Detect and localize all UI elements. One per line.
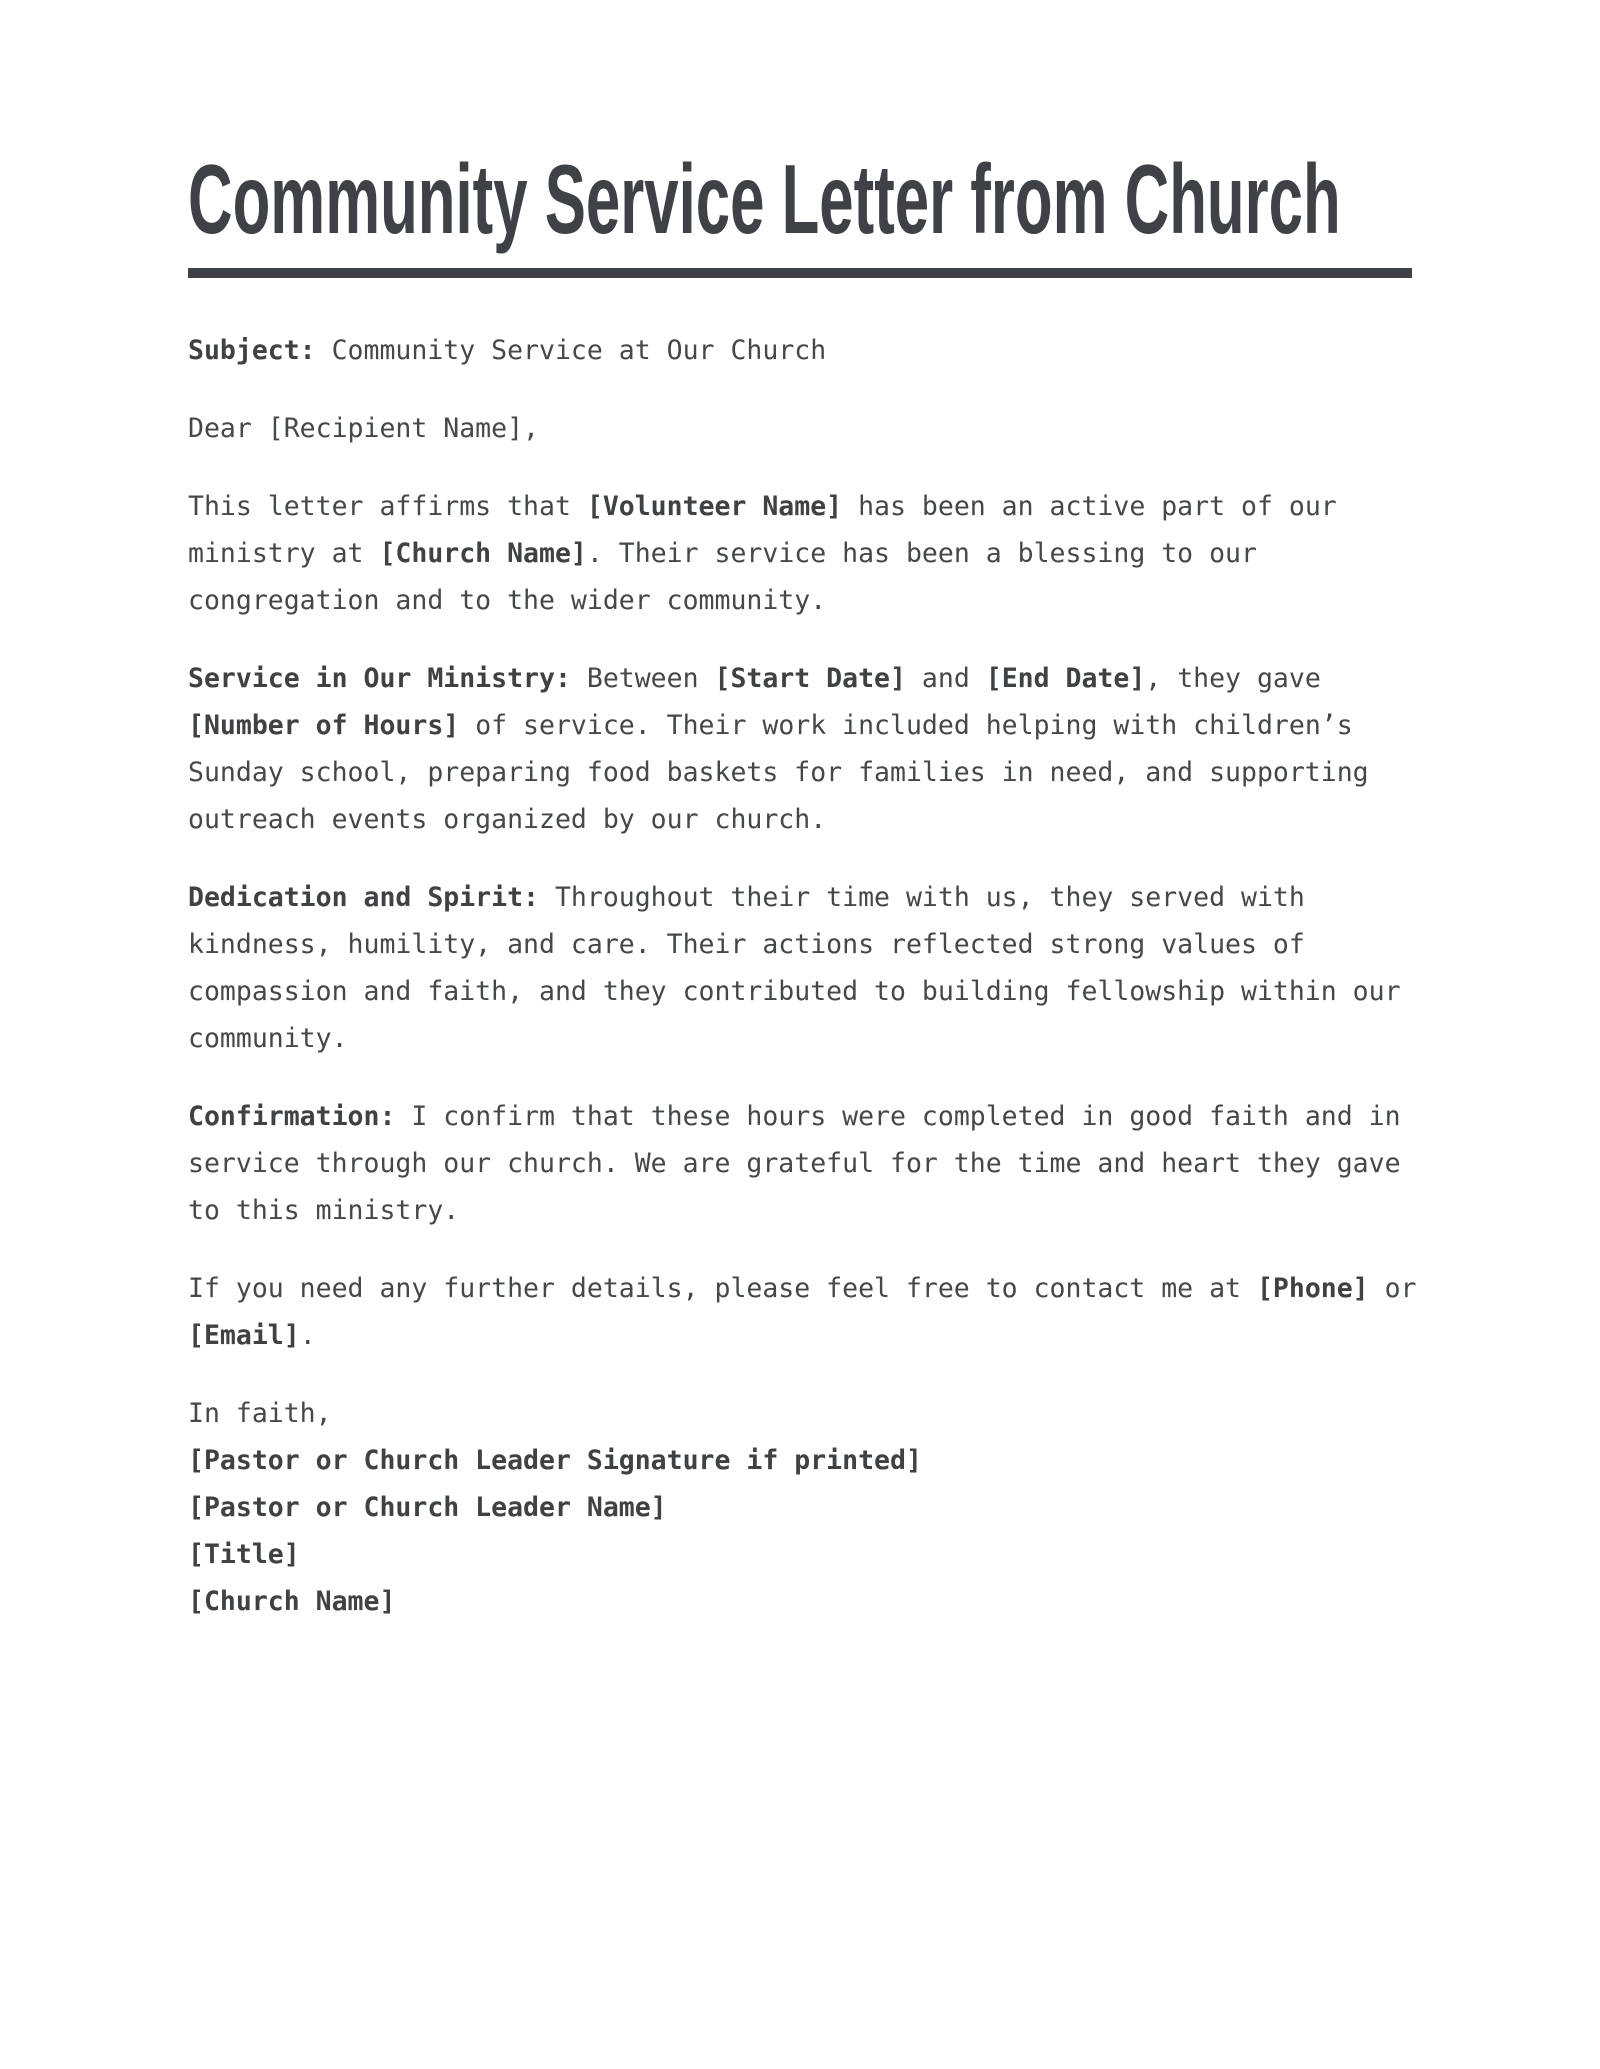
text-run: compassion and faith, and they contributed to building fellowship within our	[188, 976, 1401, 1007]
text-run: Dear [Recipient Name],	[188, 413, 539, 444]
placeholder: [Email]	[188, 1320, 300, 1351]
paragraph	[188, 483, 1412, 624]
text-line	[188, 1312, 1412, 1359]
text-run: outreach events organized by our church.	[188, 804, 827, 835]
section-heading: Subject:	[188, 335, 316, 366]
placeholder: [Pastor or Church Leader Name]	[188, 1492, 667, 1523]
text-run: In faith,	[188, 1398, 332, 1429]
text-run: and	[905, 663, 986, 694]
text-run: If you need any further details, please feel free to contact me at	[188, 1273, 1257, 1304]
text-run: has been an active part of our	[842, 491, 1337, 522]
text-line	[188, 968, 1412, 1015]
text-line	[188, 405, 1412, 452]
text-run: . Their service has been a blessing to our	[586, 538, 1257, 569]
text-run: Sunday school, preparing food baskets for families in need, and supporting	[188, 757, 1369, 788]
paragraph	[188, 1093, 1412, 1234]
placeholder: [Phone]	[1256, 1273, 1369, 1304]
placeholder: [Number of Hours]	[188, 710, 460, 741]
text-line	[188, 1390, 1412, 1437]
placeholder: [Pastor or Church Leader Signature if printed]	[188, 1445, 922, 1476]
text-run: Throughout their time with us, they served with	[539, 882, 1305, 913]
text-line	[188, 1484, 1412, 1531]
text-line	[188, 1140, 1412, 1187]
text-run: Between	[570, 663, 715, 694]
paragraph	[188, 405, 1412, 452]
text-line	[188, 1265, 1417, 1312]
text-run: of service. Their work included helping with children’s	[459, 710, 1353, 741]
text-run: to this ministry.	[188, 1195, 460, 1226]
text-line	[188, 874, 1412, 921]
placeholder: [Volunteer Name]	[586, 491, 843, 522]
text-line	[188, 1437, 1412, 1484]
text-run: I confirm that these hours were completed in good faith and in	[395, 1101, 1401, 1132]
text-line	[188, 327, 1412, 374]
placeholder: [End Date]	[985, 663, 1146, 694]
letter-body	[188, 327, 1417, 1625]
text-line	[188, 1187, 1412, 1234]
text-run: Community Service at Our Church	[315, 335, 827, 366]
text-run: , they gave	[1145, 663, 1321, 694]
text-line	[188, 1015, 1412, 1062]
text-run: congregation and to the wider community.	[188, 585, 827, 616]
text-line	[188, 1093, 1412, 1140]
paragraph	[188, 327, 1412, 374]
text-line	[188, 749, 1412, 796]
text-line	[188, 1531, 1412, 1578]
paragraph	[188, 874, 1412, 1062]
placeholder: [Church Name]	[188, 1586, 396, 1617]
page-title: Community Service Letter from Church	[188, 144, 1341, 254]
section-heading: Service in Our Ministry:	[188, 663, 571, 694]
text-line	[188, 702, 1412, 749]
section-heading: Confirmation:	[188, 1101, 396, 1132]
placeholder: [Start Date]	[714, 663, 906, 694]
paragraph	[188, 1390, 1412, 1625]
text-run: community.	[188, 1023, 348, 1054]
paragraph	[188, 1265, 1417, 1359]
text-line	[188, 483, 1412, 530]
placeholder: [Church Name]	[379, 538, 587, 569]
text-run: service through our church. We are grateful for the time and heart they gave	[188, 1148, 1401, 1179]
text-run: This letter affirms that	[188, 491, 587, 522]
text-line	[188, 655, 1412, 702]
text-line	[188, 577, 1412, 624]
text-line	[188, 1578, 1412, 1625]
text-line	[188, 796, 1412, 843]
text-run: ministry at	[188, 538, 380, 569]
text-line	[188, 530, 1412, 577]
text-run: or	[1368, 1273, 1417, 1304]
text-run: .	[299, 1320, 316, 1351]
section-heading: Dedication and Spirit:	[188, 882, 539, 913]
text-run: kindness, humility, and care. Their actions reflected strong values of	[188, 929, 1305, 960]
title-underline	[188, 268, 1412, 278]
paragraph	[188, 655, 1412, 843]
text-line	[188, 921, 1412, 968]
placeholder: [Title]	[188, 1539, 300, 1570]
